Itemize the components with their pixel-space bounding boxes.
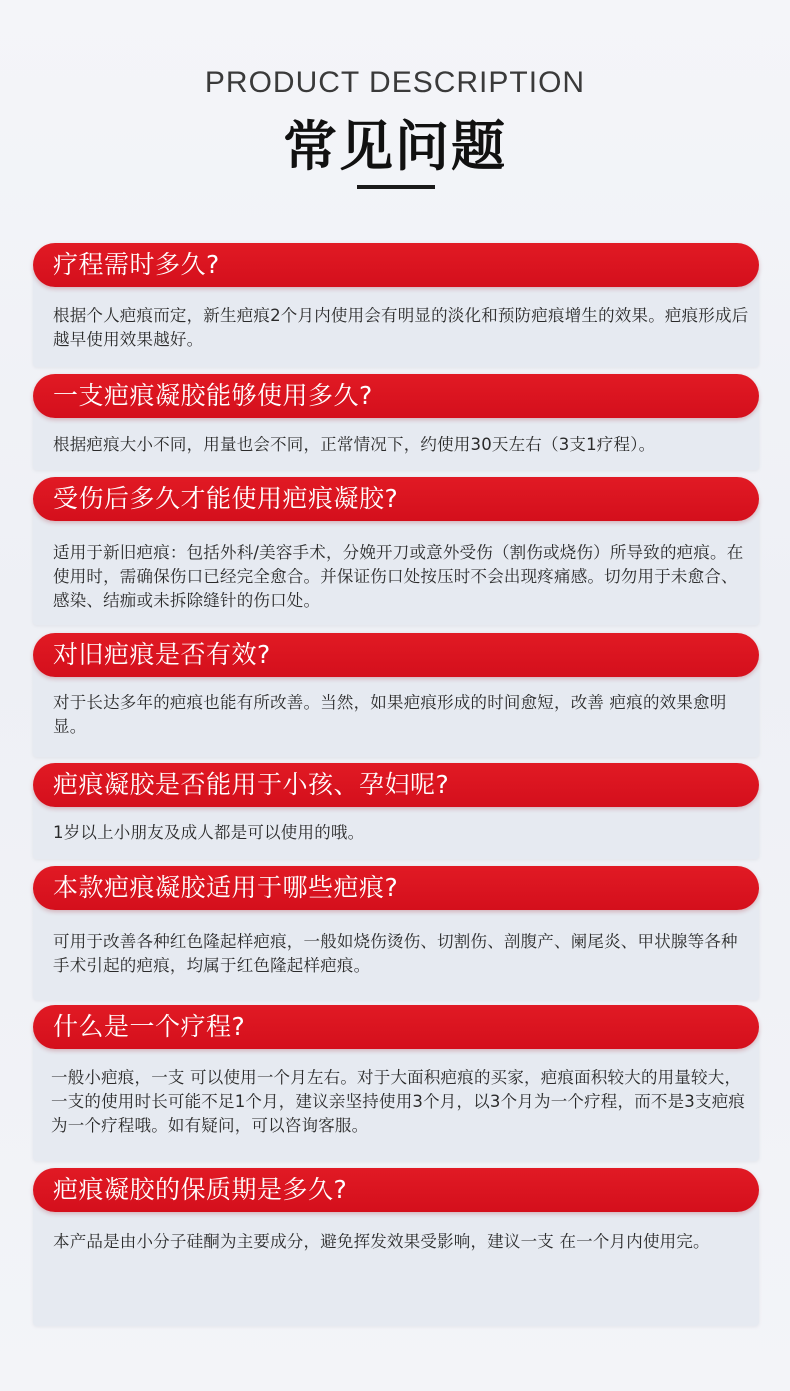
faq-item [33, 866, 759, 1000]
title-underline [357, 185, 435, 189]
faq-question-bar [33, 866, 759, 910]
faq-question: 疗程需时多久? [53, 250, 220, 279]
page-header [0, 0, 790, 200]
faq-question: 疤痕凝胶的保质期是多久? [53, 1175, 348, 1204]
faq-question-bar [33, 374, 759, 418]
faq-answer: 根据个人疤痕而定，新生疤痕2个月内使用会有明显的淡化和预防疤痕增生的效果。疤痕形成后越早使用效果越好。 [53, 306, 749, 349]
faq-item [33, 477, 759, 625]
faq-item [33, 763, 759, 859]
faq-question: 什么是一个疗程? [53, 1012, 246, 1041]
faq-question: 对旧疤痕是否有效? [53, 640, 271, 669]
faq-item [33, 1005, 762, 1161]
faq-question: 受伤后多久才能使用疤痕凝胶? [53, 484, 399, 513]
faq-item [33, 633, 759, 757]
faq-question-bar [33, 477, 759, 521]
faq-question: 疤痕凝胶是否能用于小孩、孕妇呢? [53, 770, 450, 799]
faq-question-bar [33, 1005, 759, 1049]
faq-question-bar [33, 1168, 759, 1212]
faq-question-bar [33, 763, 759, 807]
faq-answer: 一般小疤痕，一支 可以使用一个月左右。对于大面积疤痕的买家，疤痕面积较大的用量较大，一支的使用时长可能不足1个月，建议亲坚持使用3个月，以3个月为一个疗程，而不是3支疤痕 为一个疗程哦。如有疑问，可以咨询客服。 [51, 1068, 762, 1135]
faq-question-bar [33, 243, 759, 287]
faq-answer: 1岁以上小朋友及成人都是可以使用的哦。 [53, 823, 365, 842]
faq-item [33, 243, 759, 367]
faq-question: 一支疤痕凝胶能够使用多久? [53, 381, 373, 410]
page-title: 常见问题 [283, 115, 507, 178]
faq-answer: 本产品是由小分子硅酮为主要成分，避免挥发效果受影响，建议一支 在一个月内使用完。 [53, 1232, 710, 1251]
faq-answer: 可用于改善各种红色隆起样疤痕，一般如烧伤烫伤、切割伤、剖腹产、阑尾炎、甲状腺等各种手术引起的疤痕，均属于红色隆起样疤痕。 [53, 932, 738, 975]
faq-item [33, 374, 759, 470]
faq-question-bar [33, 633, 759, 677]
section-subtitle: PRODUCT DESCRIPTION [204, 66, 586, 99]
faq-answer: 适用于新旧疤痕：包括外科/美容手术，分娩开刀或意外受伤（割伤或烧伤）所导致的疤痕。在使用时，需确保伤口已经完全愈合。并保证伤口处按压时不会出现疼痛感。切勿用于未愈合、感染、结痂或未拆除缝针的伤口处。 [53, 543, 744, 610]
faq-answer: 根据疤痕大小不同，用量也会不同，正常情况下，约使用30天左右（3支1疗程）。 [53, 435, 656, 454]
faq-item [33, 1168, 759, 1326]
faq-answer: 对于长达多年的疤痕也能有所改善。当然，如果疤痕形成的时间愈短，改善 疤痕的效果愈明显。 [53, 693, 727, 736]
faq-question: 本款疤痕凝胶适用于哪些疤痕? [53, 873, 399, 902]
